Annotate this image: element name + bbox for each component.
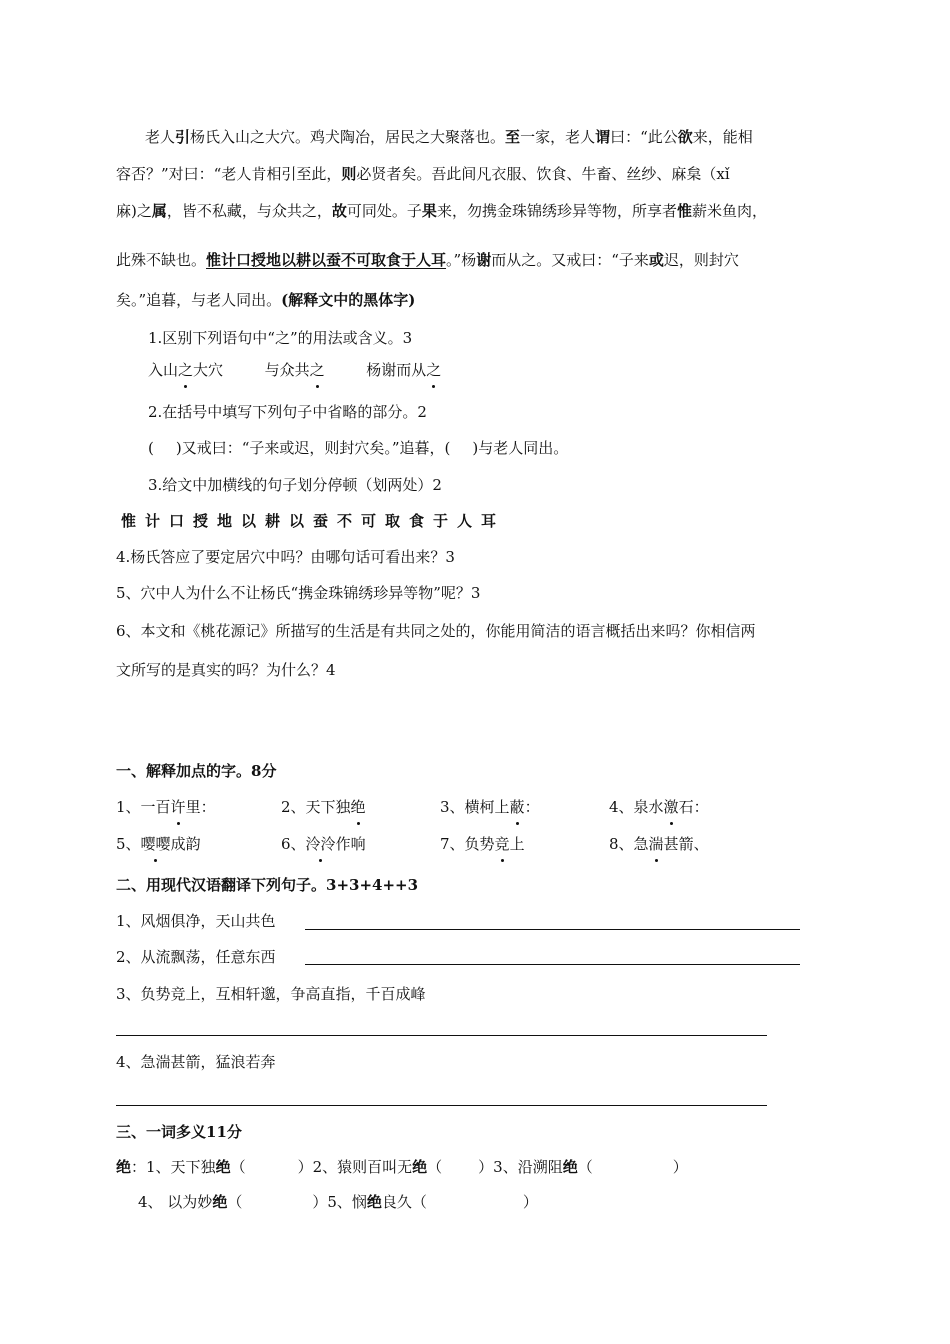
bold-word: 属 xyxy=(151,202,167,220)
translate-sentence-4: 4、急湍甚箭，猛浪若奔 xyxy=(116,1053,276,1071)
passage-line-5: 矣。”追暮，与老人同出。(解释文中的黑体字) xyxy=(116,291,416,309)
question-1: 1.区别下列语句中“之”的用法或含义。3 xyxy=(148,329,413,347)
bold-word: 或 xyxy=(648,251,664,269)
section-1-item-5: 5、嘤嘤成韵 xyxy=(116,835,201,853)
section-1-item-6: 6、泠泠作响 xyxy=(281,835,366,853)
dotted-char: 许 xyxy=(170,798,186,816)
translate-sentence-3: 3、负势竞上，互相轩邈，争高直指，千百成峰 xyxy=(116,985,426,1003)
passage-line-3: 麻)之属，皆不私藏，与众共之，故可同处。子果来，勿携金珠锦绣珍异等物，所享者惟薪米鱼肉， xyxy=(116,202,767,220)
bold-word: 惟 xyxy=(676,202,692,220)
bold-word: 故 xyxy=(331,202,347,220)
question-1-items: 入山之大穴 与众共之 杨谢而从之 xyxy=(148,361,442,379)
question-3: 3.给文中加横线的句子划分停顿（划两处）2 xyxy=(148,476,442,494)
translate-sentence-2: 2、从流飘荡，任意东西 xyxy=(116,948,276,966)
question-2: 2.在括号中填写下列句子中省略的部分。2 xyxy=(148,403,427,421)
passage-line-1: 老人引杨氏入山之大穴。鸡犬陶冶，居民之大聚落也。至一家，老人谓曰：“此公欲来，能相 xyxy=(145,128,753,146)
question-4: 4.杨氏答应了要定居穴中吗？由哪句话可看出来？3 xyxy=(116,548,455,566)
question-2-line: ( )又戒曰：“子来或迟，则封穴矣。”追暮，( )与老人同出。 xyxy=(148,439,569,457)
question-6-line-1: 6、本文和《桃花源记》所描写的生活是有共同之处的，你能用简洁的语言概括出来吗？你相信两 xyxy=(116,622,756,640)
section-1-item-2: 2、天下独绝 xyxy=(281,798,366,816)
passage-line-2: 容否？”对曰：“老人肯相引至此，则必贤者矣。吾此间凡衣服、饮食、牛畜、丝纱、麻枲（xǐ xyxy=(116,165,730,183)
section-3-title: 三、一词多义11分 xyxy=(116,1123,242,1141)
bold-word: 则 xyxy=(341,165,357,183)
question-3-sentence: 惟计口授地以耕以蚕不可取食于人耳 xyxy=(121,512,506,530)
answer-line[interactable] xyxy=(305,929,800,930)
dotted-char: 蔽 xyxy=(509,798,525,816)
bold-word: 欲 xyxy=(677,128,693,146)
dotted-char: 之 xyxy=(426,361,442,379)
question-6-line-2: 文所写的是真实的吗？为什么？4 xyxy=(116,661,336,679)
answer-line[interactable] xyxy=(305,964,800,965)
dotted-char: 绝 xyxy=(350,798,366,816)
dotted-char: 之 xyxy=(309,361,325,379)
polysemy-row-2: 4、 以为妙绝（ ）5、悯绝良久（ ） xyxy=(138,1193,538,1211)
answer-line[interactable] xyxy=(116,1105,767,1106)
bold-word: 果 xyxy=(421,202,437,220)
underlined-sentence: 惟计口授地以耕以蚕不可取食于人耳 xyxy=(206,251,447,269)
answer-line[interactable] xyxy=(116,1035,767,1036)
bold-word: 谓 xyxy=(595,128,611,146)
dotted-char: 之 xyxy=(178,361,194,379)
dotted-chars: 泠泠 xyxy=(305,835,336,853)
section-1-item-8: 8、急湍甚箭、 xyxy=(609,835,709,853)
passage-line-4: 此殊不缺也。惟计口授地以耕以蚕不可取食于人耳。”杨谢而从之。又戒曰：“子来或迟，则封穴 xyxy=(116,251,739,269)
dotted-char: 湍 xyxy=(648,835,664,853)
dotted-chars: 嘤嘤 xyxy=(140,835,171,853)
section-1-item-3: 3、横柯上蔽： xyxy=(440,798,540,816)
question-5: 5、穴中人为什么不让杨氏“携金珠锦绣珍异等物”呢？3 xyxy=(116,584,481,602)
section-1-item-4: 4、泉水激石： xyxy=(609,798,709,816)
section-1-item-7: 7、负势竞上 xyxy=(440,835,525,853)
polysemy-row-1: 绝：1、天下独绝（ ）2、猿则百叫无绝（ ）3、沿溯阻绝（ ） xyxy=(116,1158,688,1176)
bold-word: 引 xyxy=(175,128,191,146)
section-2-title: 二、用现代汉语翻译下列句子。3+3+4++3 xyxy=(116,876,419,894)
translate-sentence-1: 1、风烟俱净，天山共色 xyxy=(116,912,276,930)
bold-word: 至 xyxy=(505,128,521,146)
dotted-char: 激 xyxy=(663,798,679,816)
instruction-note: (解释文中的黑体字) xyxy=(281,291,416,309)
section-1-title: 一、解释加点的字。8分 xyxy=(116,762,277,780)
section-1-item-1: 1、一百许里： xyxy=(116,798,216,816)
dotted-char: 竞 xyxy=(494,835,510,853)
bold-word: 谢 xyxy=(476,251,492,269)
